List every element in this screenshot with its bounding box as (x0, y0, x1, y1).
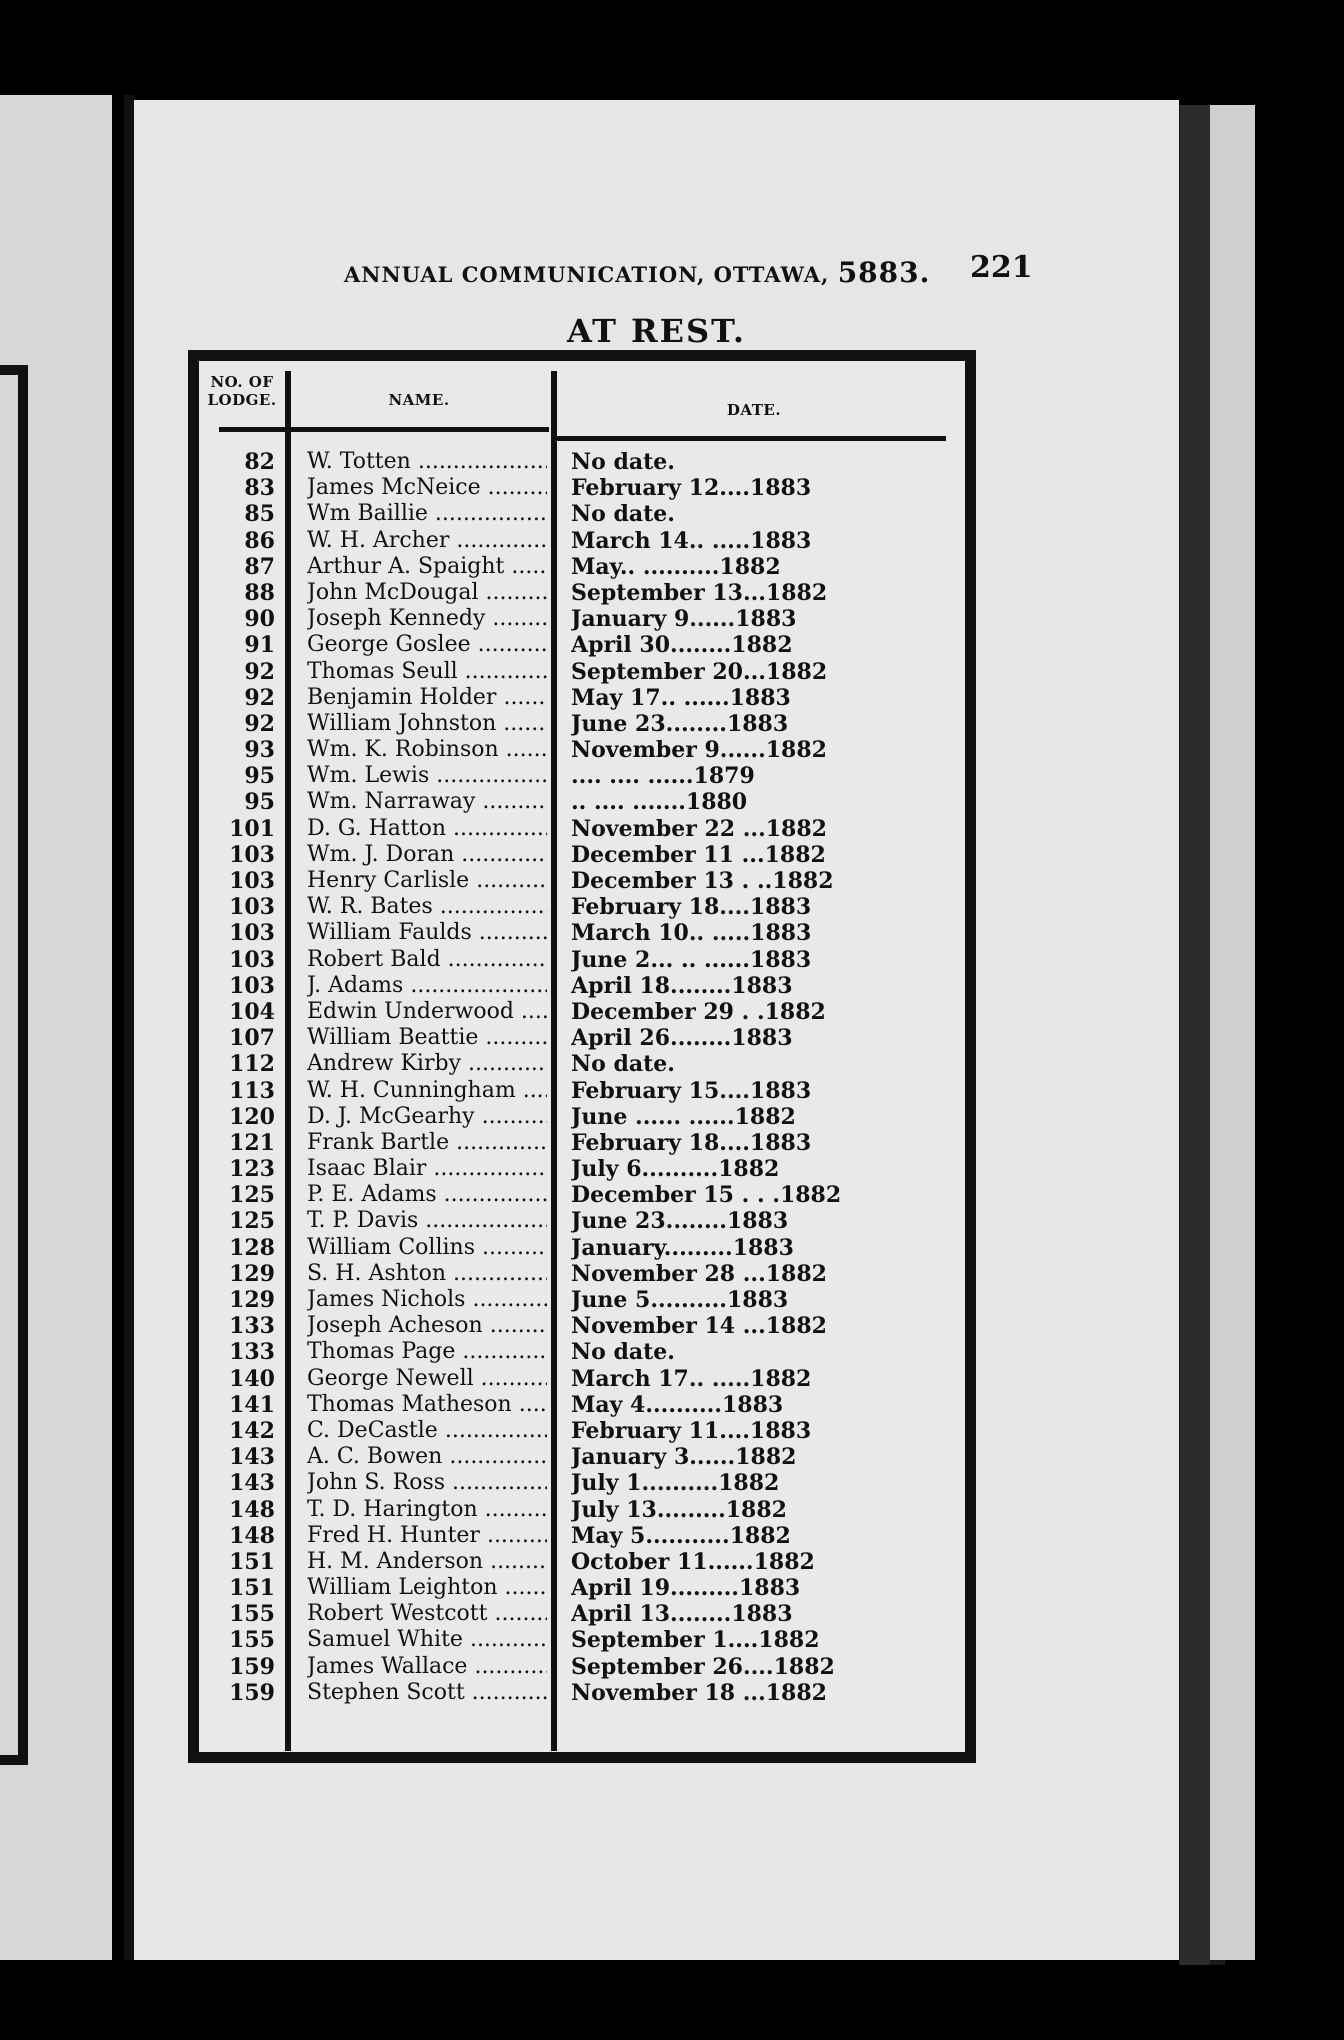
table-row (199, 842, 969, 868)
member-name: Robert Westcott ..... (307, 1601, 547, 1627)
running-head-text: ANNUAL COMMUNICATION, OTTAWA, (344, 262, 830, 287)
death-date: February 11....1883 (571, 1417, 812, 1444)
death-date: December 13 . ..1882 (571, 868, 834, 894)
facing-page-table-border (0, 365, 28, 1765)
lodge-number: 95 (244, 763, 275, 790)
member-name: Arthur A. Spaight ..... (307, 554, 547, 580)
member-name: Isaac Blair ..... (307, 1156, 547, 1182)
death-date: November 14 ...1882 (571, 1313, 827, 1340)
member-name: C. DeCastle ..... (307, 1418, 547, 1444)
lodge-number: 92 (244, 710, 275, 737)
death-date: November 28 ...1882 (571, 1260, 827, 1287)
member-name: Wm. K. Robinson ..... (307, 737, 547, 763)
column-header-date: DATE. (726, 401, 782, 419)
death-date: No date. (571, 501, 675, 528)
death-date: February 18....1883 (571, 894, 812, 921)
lodge-number: 86 (244, 527, 275, 554)
death-date: April 13........1883 (571, 1601, 793, 1628)
table-row (199, 1680, 969, 1706)
death-date: July 13.........1882 (571, 1496, 787, 1523)
table-row (199, 973, 969, 999)
member-name: Samuel White ..... (307, 1627, 547, 1653)
header-rule-right (551, 436, 946, 441)
table-row (199, 1235, 969, 1261)
lodge-number: 129 (229, 1260, 275, 1287)
death-date: December 11 ...1882 (571, 841, 826, 868)
table-row (199, 580, 969, 606)
death-date: June 2... .. ......1883 (571, 946, 812, 973)
member-name: Fred H. Hunter ..... (307, 1523, 547, 1549)
lodge-number: 92 (244, 658, 275, 685)
death-date: June 23........1883 (571, 1208, 789, 1235)
member-name: P. E. Adams ..... (307, 1182, 547, 1208)
member-name: Joseph Kennedy ..... (307, 606, 547, 632)
member-name: William Johnston ..... (307, 711, 547, 737)
table-row (199, 1156, 969, 1182)
death-date: No date. (571, 1339, 675, 1366)
death-date: .. .... .......1880 (571, 789, 748, 816)
lodge-number: 88 (244, 579, 275, 606)
page-edge-inner (1180, 105, 1210, 1965)
member-name: Thomas Page ..... (307, 1339, 547, 1365)
member-name: Wm Baillie ..... (307, 501, 547, 527)
death-date: July 1..........1882 (571, 1470, 780, 1497)
page-number: 221 (970, 250, 1033, 285)
death-date: April 26........1883 (571, 1025, 793, 1052)
death-date: July 6..........1882 (571, 1156, 780, 1183)
death-date: April 30........1882 (571, 632, 793, 659)
table-row (199, 789, 969, 815)
member-name: John S. Ross ..... (307, 1470, 547, 1496)
lodge-number: 103 (229, 920, 275, 947)
death-date: November 9......1882 (571, 737, 827, 764)
lodge-number: 91 (244, 632, 275, 659)
lodge-number: 103 (229, 894, 275, 921)
member-name: W. H. Archer ..... (307, 528, 547, 554)
running-head (344, 256, 994, 289)
lodge-number: 159 (229, 1679, 275, 1706)
lodge-number: 121 (229, 1129, 275, 1156)
lodge-number: 120 (229, 1103, 275, 1130)
table-row (199, 1261, 969, 1287)
member-name: H. M. Anderson ..... (307, 1549, 547, 1575)
table-row (199, 1313, 969, 1339)
death-date: .... .... ......1879 (571, 763, 755, 790)
lodge-number: 112 (229, 1051, 275, 1078)
member-name: J. Adams ..... (307, 973, 547, 999)
death-date: April 19.........1883 (571, 1575, 801, 1602)
lodge-number: 93 (244, 737, 275, 764)
table-row (199, 1392, 969, 1418)
lodge-number: 151 (229, 1575, 275, 1602)
table-row (199, 1601, 969, 1627)
death-date: December 15 . . .1882 (571, 1182, 842, 1209)
member-name: Edwin Underwood ..... (307, 999, 547, 1025)
death-date: January 9......1883 (571, 606, 797, 633)
table-row (199, 737, 969, 763)
table-row (199, 947, 969, 973)
lodge-number: 142 (229, 1417, 275, 1444)
member-name: Frank Bartle ..... (307, 1130, 547, 1156)
death-date: January.........1883 (571, 1234, 794, 1261)
table-row (199, 1549, 969, 1575)
memorial-table (188, 350, 976, 1763)
table-row (199, 659, 969, 685)
table-body (199, 449, 969, 1706)
death-date: November 18 ...1882 (571, 1679, 827, 1706)
member-name: Thomas Matheson ..... (307, 1392, 547, 1418)
death-date: December 29 . .1882 (571, 998, 826, 1025)
lodge-number: 140 (229, 1365, 275, 1392)
death-date: January 3......1882 (571, 1444, 797, 1471)
death-date: March 14.. .....1883 (571, 527, 812, 554)
death-date: May 4..........1883 (571, 1391, 784, 1418)
lodge-number: 155 (229, 1601, 275, 1628)
table-row (199, 1497, 969, 1523)
running-head-year: 5883. (837, 256, 931, 289)
lodge-number: 90 (244, 606, 275, 633)
lodge-number: 125 (229, 1182, 275, 1209)
lodge-number: 85 (244, 501, 275, 528)
member-name: Robert Bald ..... (307, 947, 547, 973)
member-name: W. Totten ..... (307, 449, 547, 475)
table-row (199, 1575, 969, 1601)
member-name: William Faulds ..... (307, 920, 547, 946)
member-name: Andrew Kirby ..... (307, 1051, 547, 1077)
lodge-number: 155 (229, 1627, 275, 1654)
table-row (199, 501, 969, 527)
member-name: William Leighton ..... (307, 1575, 547, 1601)
member-name: James Wallace ..... (307, 1654, 547, 1680)
member-name: James McNeice ..... (307, 475, 547, 501)
member-name: William Beattie ..... (307, 1025, 547, 1051)
death-date: September 20...1882 (571, 658, 828, 685)
table-row (199, 475, 969, 501)
death-date: May 5...........1882 (571, 1522, 791, 1549)
lodge-number: 125 (229, 1208, 275, 1235)
lodge-number: 101 (229, 815, 275, 842)
table-row (199, 1339, 969, 1365)
lodge-number: 133 (229, 1313, 275, 1340)
section-title: AT REST. (567, 312, 746, 350)
lodge-number: 92 (244, 684, 275, 711)
lodge-number: 133 (229, 1339, 275, 1366)
header-rule-left (219, 427, 549, 432)
lodge-number: 128 (229, 1234, 275, 1261)
member-name: Joseph Acheson ..... (307, 1313, 547, 1339)
table-row (199, 606, 969, 632)
table-row (199, 894, 969, 920)
member-name: Wm. Narraway ..... (307, 789, 547, 815)
table-row (199, 1025, 969, 1051)
member-name: William Collins ..... (307, 1235, 547, 1261)
table-row (199, 1523, 969, 1549)
table-row (199, 1444, 969, 1470)
table-row (199, 1418, 969, 1444)
table-row (199, 449, 969, 475)
table-row (199, 763, 969, 789)
table-row (199, 711, 969, 737)
lodge-number: 148 (229, 1496, 275, 1523)
death-date: June ...... ......1882 (571, 1103, 796, 1130)
member-name: S. H. Ashton ..... (307, 1261, 547, 1287)
member-name: D. G. Hatton ..... (307, 816, 547, 842)
lodge-number: 129 (229, 1287, 275, 1313)
death-date: February 12....1883 (571, 475, 812, 502)
page (134, 100, 1179, 1960)
table-row (199, 1130, 969, 1156)
lodge-number: 113 (229, 1077, 275, 1104)
table-row (199, 920, 969, 946)
table-row (199, 1366, 969, 1392)
lodge-number: 143 (229, 1470, 275, 1497)
lodge-number: 87 (244, 553, 275, 580)
table-row (199, 1182, 969, 1208)
table-row (199, 1208, 969, 1234)
page-edge-stack (1205, 105, 1255, 1960)
table-row (199, 632, 969, 658)
death-date: October 11......1882 (571, 1548, 815, 1575)
member-name: W. R. Bates ..... (307, 894, 547, 920)
death-date: February 15....1883 (571, 1077, 812, 1104)
death-date: No date. (571, 1051, 675, 1078)
member-name: George Goslee ..... (307, 632, 547, 658)
death-date: March 17.. .....1882 (571, 1365, 812, 1392)
lodge-number: 83 (244, 475, 275, 502)
table-row (199, 1104, 969, 1130)
death-date: February 18....1883 (571, 1129, 812, 1156)
member-name: Wm. Lewis ..... (307, 763, 547, 789)
lodge-number: 107 (229, 1025, 275, 1052)
lodge-number: 103 (229, 841, 275, 868)
member-name: George Newell ..... (307, 1366, 547, 1392)
lodge-number: 103 (229, 946, 275, 973)
column-header-name: NAME. (388, 391, 450, 409)
lodge-number: 148 (229, 1522, 275, 1549)
lodge-number: 103 (229, 972, 275, 999)
death-date: May.. ..........1882 (571, 553, 781, 580)
death-date: June 23........1883 (571, 710, 789, 737)
lodge-number: 151 (229, 1548, 275, 1575)
lodge-number: 123 (229, 1156, 275, 1183)
lodge-number: 141 (229, 1391, 275, 1418)
lodge-number: 95 (244, 789, 275, 816)
table-row (199, 816, 969, 842)
lodge-number: 104 (229, 998, 275, 1025)
death-date: September 1....1882 (571, 1627, 820, 1654)
member-name: James Nichols ..... (307, 1287, 547, 1313)
member-name: D. J. McGearhy ..... (307, 1104, 547, 1130)
table-row (199, 1287, 969, 1313)
member-name: Benjamin Holder ..... (307, 685, 547, 711)
table-row (199, 1627, 969, 1653)
death-date: May 17.. ......1883 (571, 684, 791, 711)
table-row (199, 999, 969, 1025)
member-name: T. P. Davis ..... (307, 1208, 547, 1234)
death-date: No date. (571, 449, 675, 475)
table-row (199, 1078, 969, 1104)
member-name: T. D. Harington ..... (307, 1497, 547, 1523)
column-header-lodge: NO. OF LODGE. (207, 373, 277, 409)
lodge-number: 82 (244, 449, 275, 475)
member-name: John McDougal ..... (307, 580, 547, 606)
table-row (199, 1654, 969, 1680)
death-date: March 10.. .....1883 (571, 920, 812, 947)
lodge-number: 159 (229, 1653, 275, 1680)
death-date: April 18........1883 (571, 972, 793, 999)
table-row (199, 1470, 969, 1496)
lodge-number: 143 (229, 1444, 275, 1471)
death-date: June 5..........1883 (571, 1287, 789, 1313)
death-date: November 22 ...1882 (571, 815, 827, 842)
death-date: September 13...1882 (571, 579, 828, 606)
member-name: Stephen Scott ..... (307, 1680, 547, 1706)
table-row (199, 685, 969, 711)
member-name: W. H. Cunningham ..... (307, 1078, 547, 1104)
table-row (199, 528, 969, 554)
member-name: Wm. J. Doran ..... (307, 842, 547, 868)
death-date: September 26....1882 (571, 1653, 835, 1680)
book-gutter (124, 95, 134, 1960)
table-row (199, 868, 969, 894)
table-row (199, 554, 969, 580)
member-name: Thomas Seull ..... (307, 659, 547, 685)
facing-page-edge (0, 95, 112, 1960)
member-name: Henry Carlisle ..... (307, 868, 547, 894)
lodge-number: 103 (229, 868, 275, 894)
member-name: A. C. Bowen ..... (307, 1444, 547, 1470)
table-row (199, 1051, 969, 1077)
